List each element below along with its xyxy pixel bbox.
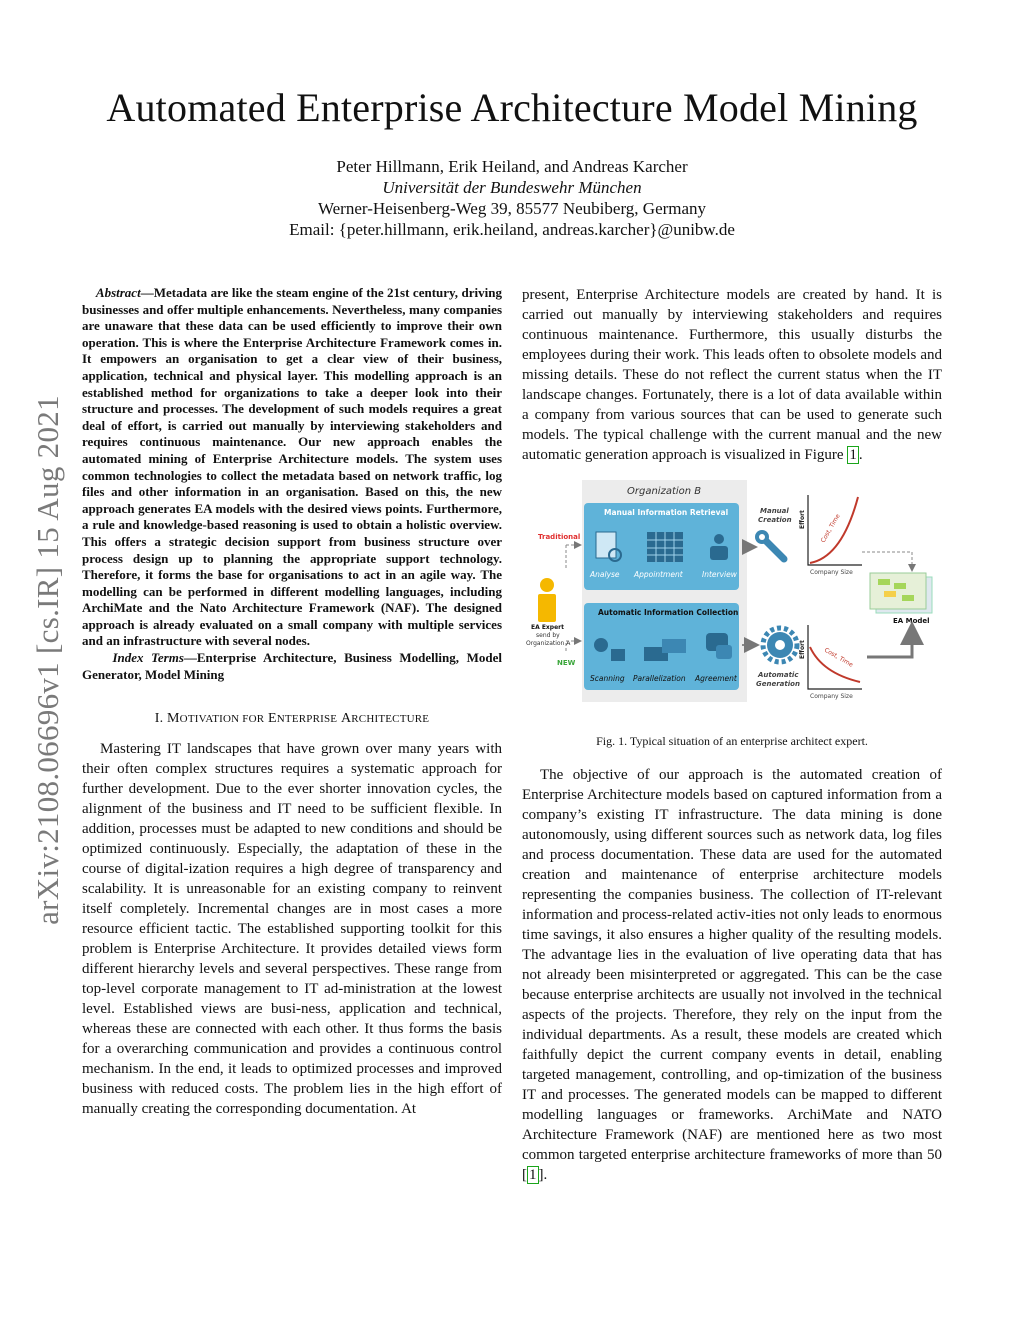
abstract-text: —Metadata are like the steam engine of the 21st century, driving businesses and offer multiple enhancements. Nevertheless, many companies are unaware that these data can be used efficiently to improve their own operation. This is where the Enterprise Architecture Framework comes in. It empowers an organisation to get a clear view of their business, application, technical and physical layer. This modelling approach is an established method for organizations to take a deeper look into their structure and processes. The development of such models requires a great deal of effort, is carried out manually by interviewing stakeholders and requires continuous maintenance. Our new approach enables the automated mining of Enterprise Architecture models. The system uses common technologies to collect the metadata based on network traffic, log files and other information in an organisation. Based on this, the new approach generates EA models with the desired views points. Furthermore, a rule and knowledge-based reasoning is used to obtain a holistic overview. This offers a strategic decision support from business structure over process design up to planning the appropriate support technology. Therefore, it forms the base for organisations to act in an agile way. The modelling can be performed in different modelling languages, including ArchiMate and the Nato Architecture Framework (NAF). The designed approach is already evaluated on a small company with multiple services and an infrastructure with several nodes. [82,285,502,649]
analyse-label: Analyse [590,570,620,579]
appointment-label: Appointment [634,570,683,579]
effort-label-2: Effort [799,640,806,659]
cost-time-label-2: Cost, Time [823,646,855,669]
company-size-label-2: Company Size [810,693,853,700]
expert-figure [538,578,556,622]
scanning-label: Scanning [590,674,625,683]
calendar-icon [647,532,683,562]
author-block [0,156,1024,240]
author-names: Peter Hillmann, Erik Heiland, and Andreas Karcher [336,157,688,176]
ea-model-label: EA Model [893,617,930,625]
effort-label-1: Effort [799,510,806,529]
index-terms-label: Index Terms [112,650,184,666]
manual-to-model [862,552,912,570]
right-column [522,285,942,1185]
new-label: NEW [557,659,576,667]
cost-time-label-1: Cost, Time [819,512,842,544]
affiliation: Universität der Bundeswehr München [382,178,642,197]
email: Email: {peter.hillmann, erik.heiland, andreas.karcher}@unibw.de [289,220,735,239]
citation-link[interactable]: 1 [529,1167,537,1183]
automatic-generation-label-1: Automatic [758,671,799,679]
left-column [82,285,502,1119]
figure-diagram [522,477,942,727]
interview-label: Interview [702,570,737,579]
paragraph-motivation: Mastering IT landscapes that have grown over many years with their often complex structures requires a systematic approach for further development. Due to the ever shorter innovation cycles, the alignment of the business and IT need to be sufficient flexible. In addition, processes must be adapted to new conditions and should be optimized continuously. Especially, the adaptation of these in the course of digital-ization requires a high degree of transparency and scalability. It is unreasonable for an existing company to reinvent itself completely. Incremental changes are in most cases a more resource efficient tactic. The established supporting toolkit for this problem is Enterprise Architecture. It provides detailed views form different hierarchy levels and several perspectives. These range from top-level corporate management to IT ad-ministration at the lowest level. Established views are busi-ness, application and technical, whereas these are connected with each other. It thus forms the basis for a overarching communication and provides a continuous control mechanism. In the end, it leads to optimized processes and improved business with reduced costs. The problem lies in the high effort of manually creating the corresponding documentation. At [82,741,502,1118]
gear-icon [763,628,797,662]
section-heading: I. MOTIVATION FOR ENTERPRISE ARCHITECTURE [154,711,430,727]
figure-ref-link[interactable]: 1 [849,447,857,463]
effort-chart-automatic [799,625,862,700]
address: Werner-Heisenberg-Weg 39, 85577 Neubiberg, Germany [317,199,707,218]
auto-box-label: Automatic Information Collection [598,608,739,617]
ea-expert-label: EA Expert [531,624,564,631]
arxiv-id: arXiv:2108.06696v1 [cs.IR] 15 Aug 2021 [30,395,65,925]
send-by-label: send by [536,632,560,639]
ea-model-icon [870,573,932,613]
org-label: Organization B [627,486,702,497]
company-size-label-1: Company Size [810,569,853,576]
arxiv-stamp [18,360,78,960]
manual-creation-label-2: Creation [758,516,792,524]
effort-chart-manual [799,495,862,576]
wrench-icon [755,530,784,559]
index-terms-text: —Enterprise Architecture, Business Modelling, Model Generator, Model Mining [82,650,502,682]
abstract-label: Abstract [95,285,141,300]
paragraph-present: present, Enterprise Architecture models are created by hand. It is carried out manually by interviewing stakeholders and requires continuous maintenance. Furthermore, this usually disturbs the employees during their work. This leads often to obsolete models and missing details. These do not reflect the current status when the IT landscape changes. Fortunately, there is a lot of data available within a company from various sources that can be used to generate such models. The typical challenge with the current manual and the new automatic generation approach is visualized in Figure 1 . [522,287,942,463]
paragraph-objective: The objective of our approach is the automated creation of Enterprise Architecture models based on captured information from a company’s existing IT infrastructure. The data mining is done autonomously, using different sources such as network data, log files and process documentation. These data are used for the automated creation and maintenance of enterprise architecture models representing the companies business. The collection of IT-relevant information and process-related activ-ities not only leads to enormous time savings, it also ensures a higher quality of the resulting models. The advantage lies in the evaluation of live operating data that has not already been misinterpreted or aggregated. This can be the case because enterprise architects are usually not involved in the technical aspects of the projects. Therefore, they rely on the input from the individual departments. As a result, these models are created which faithfully depict the current company events in detail, enabling targeted management, controlling, and op-timization of the business IT and processes. The generated models can be mapped to different modelling languages or frameworks. ArchiMate and NATO Architecture Framework (NAF) are mentioned here as two most common targeted enterprise architecture frameworks of more than 50 [ 1 ]. [522,767,942,1183]
index-terms [82,650,502,683]
paper-title: Automated Enterprise Architecture Model Mining [106,85,918,130]
traditional-label: Traditional [538,533,581,541]
abstract [82,285,502,650]
manual-creation-label-1: Manual [760,507,789,515]
org-a-label: Organization A [526,640,571,647]
parallelization-label: Parallelization [633,674,686,683]
manual-box-label: Manual Information Retrieval [604,508,729,517]
automatic-generation-label-2: Generation [756,680,800,688]
agreement-label: Agreement [695,674,737,683]
figure-caption: Fig. 1. Typical situation of an enterprise architect expert. [596,734,868,748]
auto-to-model [867,627,912,657]
figure-1 [522,477,942,727]
